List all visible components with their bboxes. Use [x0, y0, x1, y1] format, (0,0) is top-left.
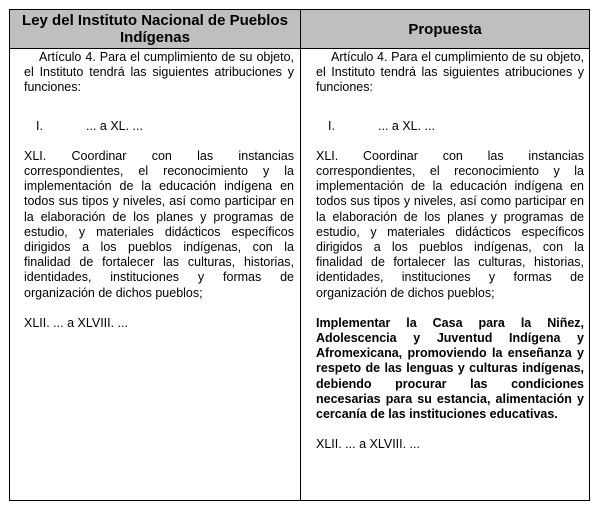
current-law-cell [24, 50, 294, 331]
proposal-cell [316, 50, 584, 452]
item-xlii-range: XLII. ... a XLVIII. ... [24, 315, 128, 330]
item-xlii-range: XLII. ... a XLVIII. ... [316, 437, 420, 452]
header-proposal: Propuesta [301, 10, 589, 49]
item-i-text: ... a XL. ... [378, 118, 435, 133]
column-divider [300, 10, 301, 500]
item-i-range [316, 119, 584, 134]
article-intro: Artículo 4. Para el cumplimiento de su objeto, el Instituto tendrá las siguientes atribuciones y funciones: [24, 50, 294, 95]
item-i-number: I. [328, 118, 335, 133]
item-i-range [24, 119, 294, 134]
comparison-table [9, 9, 590, 501]
item-xli: XLI. Coordinar con las instancias correspondientes, el reconocimiento y la implementación de la educación indígena en todos sus tipos y niveles, así como participar en la elaboración de los planes y programas de estudio, y materiales didácticos específicos dirigidos a los pueblos indígenas, con la finalidad de fortalecer las culturas, historias, identidades, instituciones y formas de organización de dichos pueblos; [316, 148, 584, 300]
article-intro: Artículo 4. Para el cumplimiento de su objeto, el Instituto tendrá las siguientes atribuciones y funciones: [316, 50, 584, 95]
item-i-text: ... a XL. ... [86, 118, 143, 133]
proposal-new-text: Implementar la Casa para la Niñez, Adolescencia y Juventud Indígena y Afromexicana, promoviendo la enseñanza y respeto de las lenguas y culturas indígenas, debiendo procurar las condiciones necesarias para su estancia, alimentación y cercanía de las instituciones educativas. [316, 315, 584, 422]
item-xli: XLI. Coordinar con las instancias correspondientes, el reconocimiento y la implementación de la educación indígena en todos sus tipos y niveles, así como participar en la elaboración de los planes y programas de estudio, y materiales didácticos específicos dirigidos a los pueblos indígenas, con la finalidad de fortalecer las culturas, historias, identidades, instituciones y formas de organización de dichos pueblos; [24, 148, 294, 300]
header-current-law: Ley del Instituto Nacional de Pueblos Indígenas [10, 10, 300, 49]
item-i-number: I. [36, 118, 43, 133]
